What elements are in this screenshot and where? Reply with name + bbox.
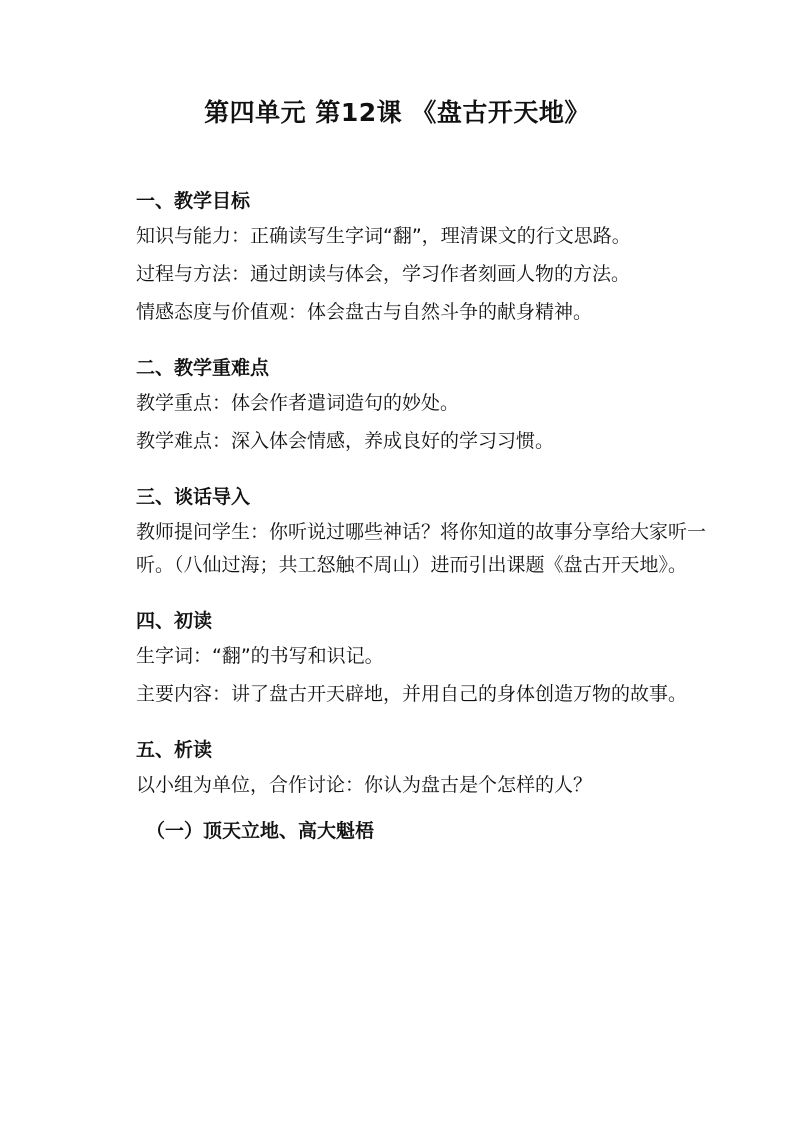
paragraph: 过程与方法：通过朗读与体会，学习作者刻画人物的方法。 xyxy=(136,263,631,285)
section-introduction xyxy=(136,480,708,582)
paragraph: 以小组为单位，合作讨论：你认为盘古是个怎样的人？ xyxy=(136,774,593,796)
paragraph: 教师提问学生：你听说过哪些神话？将你知道的故事分享给大家听一听。（八仙过海；共工怒触不周山）进而引出课题《盘古开天地》。 xyxy=(136,521,707,576)
document-body xyxy=(136,184,708,870)
section-key-points xyxy=(136,351,708,458)
section-heading: 四、初读 xyxy=(136,610,213,632)
paragraph: 情感态度与价值观：体会盘古与自然斗争的献身精神。 xyxy=(136,301,593,323)
sub-heading: （一）顶天立地、高大魁梧 xyxy=(146,820,375,842)
paragraph: 知识与能力：正确读写生字词“翻”，理清课文的行文思路。 xyxy=(136,225,631,247)
paragraph: 生字词：“翻”的书写和识记。 xyxy=(136,645,384,667)
document-title: 第四单元 第12课 《盘古开天地》 xyxy=(204,98,590,127)
section-heading: 五、析读 xyxy=(136,739,213,761)
paragraph: 教学难点：深入体会情感，养成良好的学习习惯。 xyxy=(136,430,555,452)
paragraph: 教学重点：体会作者遣词造句的妙处。 xyxy=(136,392,460,414)
paragraph: 主要内容：讲了盘古开天辟地，并用自己的身体创造万物的故事。 xyxy=(136,683,688,705)
section-teaching-goals xyxy=(136,184,708,329)
section-first-reading xyxy=(136,604,708,711)
section-heading: 二、教学重难点 xyxy=(136,357,270,379)
section-heading: 三、谈话导入 xyxy=(136,486,251,508)
section-analysis xyxy=(136,733,708,848)
section-heading: 一、教学目标 xyxy=(136,190,251,212)
